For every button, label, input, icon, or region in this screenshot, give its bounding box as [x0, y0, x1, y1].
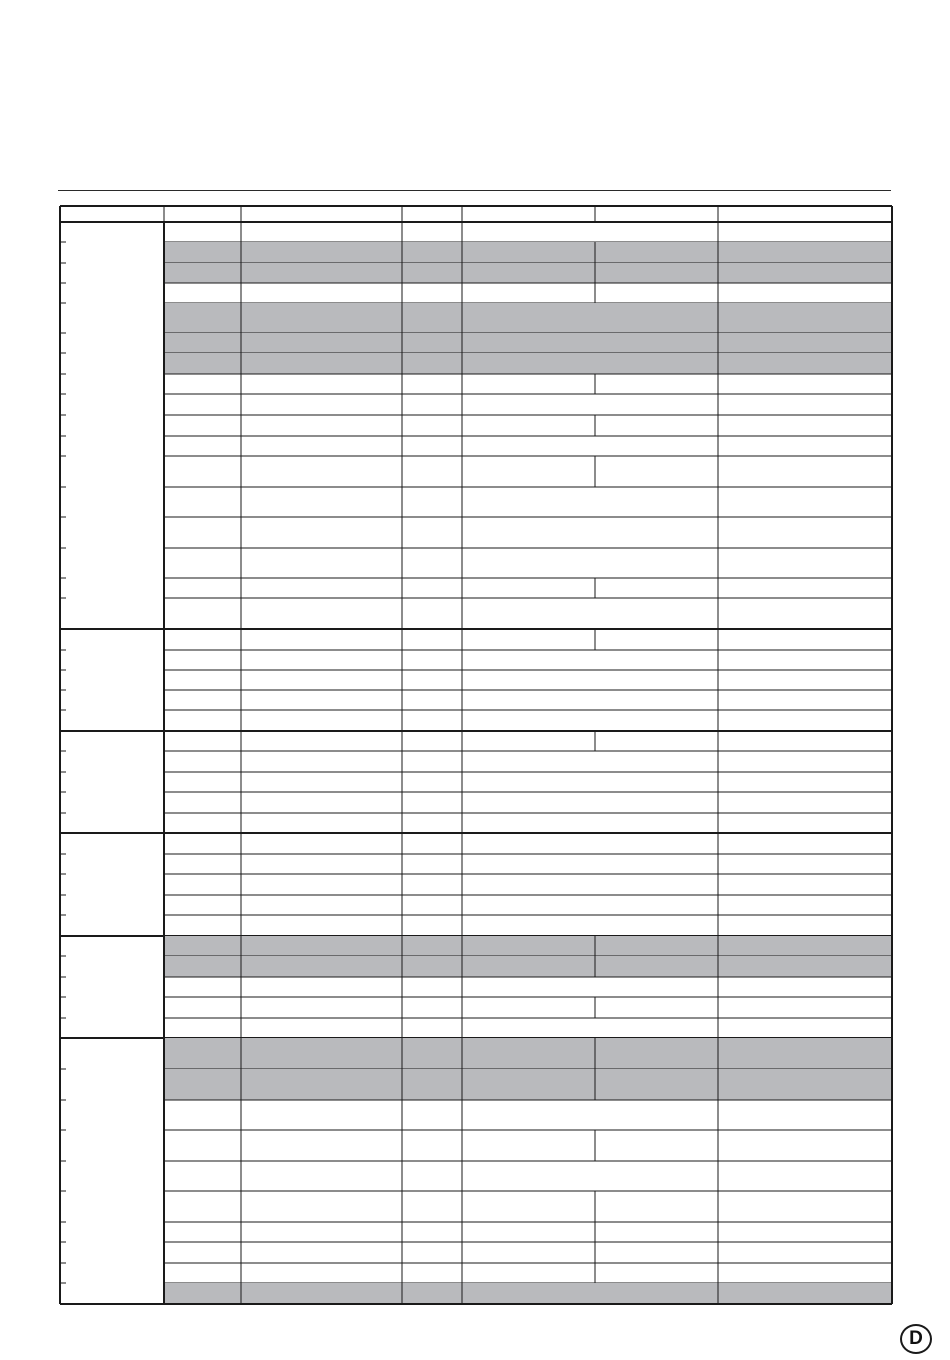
language-badge: D — [900, 1324, 932, 1354]
shaded-row-1-3 — [164, 263, 892, 283]
shaded-row-5-1 — [164, 936, 892, 956]
table — [59, 205, 893, 1307]
shaded-row-6-10 — [164, 1283, 892, 1304]
shaded-row-1-2 — [164, 242, 892, 263]
shaded-row-1-5 — [164, 303, 892, 333]
shaded-row-1-7 — [164, 353, 892, 374]
shaded-row-6-1 — [164, 1038, 892, 1069]
shaded-row-1-6 — [164, 333, 892, 353]
shaded-row-6-2 — [164, 1069, 892, 1100]
shaded-row-5-2 — [164, 956, 892, 977]
top-rule — [58, 190, 891, 191]
